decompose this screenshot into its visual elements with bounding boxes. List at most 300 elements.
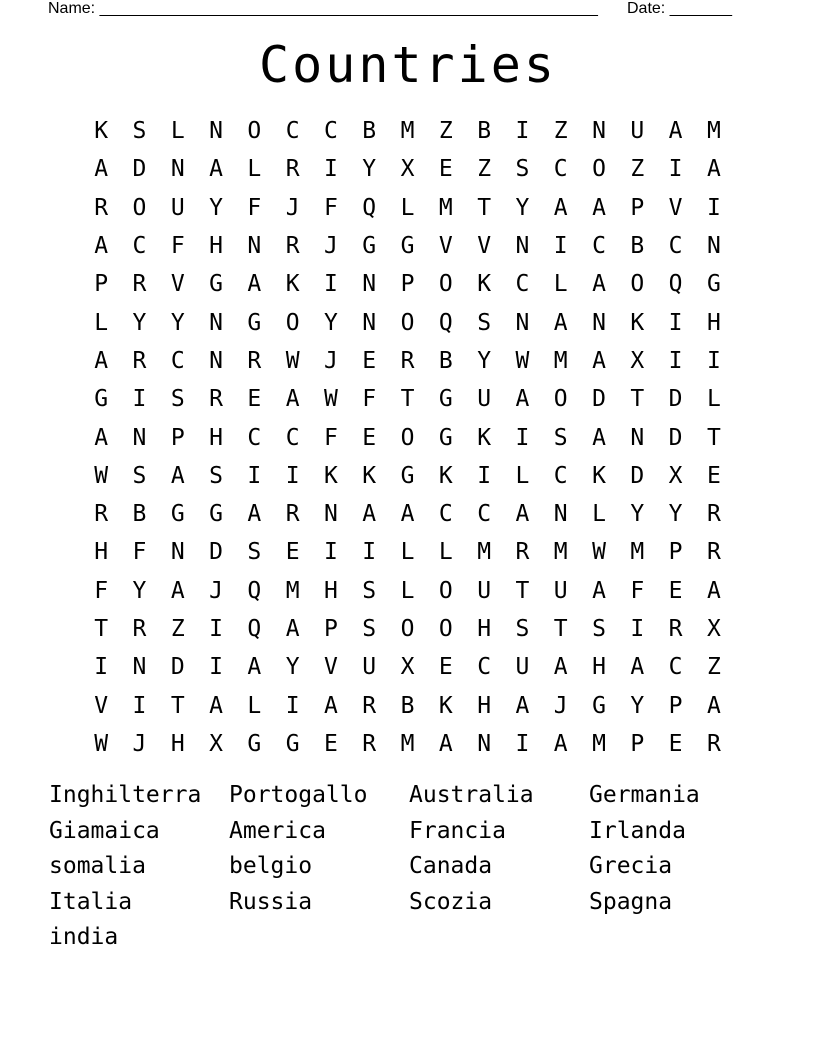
grid-letter: U xyxy=(630,118,645,145)
word-list-item: Francia xyxy=(409,817,506,844)
grid-letter: H xyxy=(477,692,492,719)
grid-letter: R xyxy=(285,501,300,528)
grid-letter: O xyxy=(438,616,453,642)
grid-letter: J xyxy=(553,692,568,719)
grid-letter: G xyxy=(247,309,262,336)
grid-letter: M xyxy=(400,730,415,757)
grid-letter: S xyxy=(132,462,147,489)
grid-letter: Q xyxy=(247,577,262,604)
grid-letter: Q xyxy=(438,309,453,336)
grid-letter: Y xyxy=(477,347,492,374)
grid-letter: N xyxy=(706,233,721,260)
grid-letter: N xyxy=(170,156,185,183)
grid-letter: D xyxy=(209,539,223,566)
grid-letter: F xyxy=(324,194,338,221)
grid-letter: G xyxy=(592,692,606,719)
grid-letter: K xyxy=(94,118,109,145)
grid-letter: N xyxy=(132,654,147,681)
grid-letter: A xyxy=(247,654,262,681)
grid-letter: S xyxy=(515,156,530,183)
word-list-item: somalia xyxy=(49,853,146,879)
grid-letter: K xyxy=(438,692,453,719)
grid-letter: G xyxy=(94,386,109,413)
grid-letter: O xyxy=(285,309,300,336)
grid-letter: H xyxy=(477,616,492,642)
grid-letter: I xyxy=(362,539,377,566)
grid-letter: T xyxy=(400,386,415,413)
grid-letter: G xyxy=(209,501,223,528)
grid-letter: I xyxy=(324,271,338,298)
grid-letter: R xyxy=(668,616,683,642)
grid-letter: L xyxy=(515,462,530,489)
grid-letter: M xyxy=(553,539,568,566)
grid-letter: D xyxy=(668,424,683,451)
grid-letter: K xyxy=(285,271,300,298)
grid-letter: E xyxy=(362,347,377,374)
grid-letter: L xyxy=(170,118,185,145)
grid-letter: A xyxy=(553,194,568,221)
grid-letter: X xyxy=(209,730,223,757)
grid-letter: S xyxy=(362,616,377,642)
grid-letter: A xyxy=(630,654,645,681)
grid-letter: A xyxy=(400,501,415,528)
grid-letter: J xyxy=(324,233,338,260)
grid-letter: P xyxy=(170,424,185,451)
grid-letter: S xyxy=(247,539,262,566)
grid-letter: X xyxy=(400,156,415,183)
grid-letter: F xyxy=(630,577,645,604)
grid-letter: R xyxy=(132,616,147,642)
grid-letter: A xyxy=(209,156,223,183)
grid-letter: F xyxy=(324,424,338,451)
grid-letter: A xyxy=(94,347,109,374)
grid-letter: Q xyxy=(247,616,262,642)
grid-letter: C xyxy=(668,654,683,681)
grid-letter: T xyxy=(94,616,109,642)
grid-letter: X xyxy=(706,616,721,642)
grid-letter: A xyxy=(592,347,606,374)
grid-letter: S xyxy=(592,616,606,642)
grid-letter: A xyxy=(324,692,338,719)
date-field-line: Date: _______ xyxy=(627,0,732,17)
grid-letter: Z xyxy=(477,156,492,183)
grid-letter: A xyxy=(592,577,606,604)
grid-letter: G xyxy=(170,501,185,528)
grid-letter: Z xyxy=(706,654,721,681)
grid-letter: W xyxy=(94,730,109,757)
grid-letter: S xyxy=(132,118,147,145)
grid-letter: B xyxy=(362,118,377,145)
grid-letter: A xyxy=(94,424,109,451)
grid-letter: X xyxy=(400,654,415,681)
grid-letter: A xyxy=(285,616,300,642)
grid-letter: E xyxy=(324,730,338,757)
grid-letter: H xyxy=(324,577,338,604)
grid-letter: A xyxy=(515,692,530,719)
grid-letter: J xyxy=(285,194,300,221)
grid-letter: R xyxy=(132,347,147,374)
grid-letter: F xyxy=(362,386,377,413)
grid-letter: T xyxy=(706,424,721,451)
grid-letter: N xyxy=(324,501,338,528)
grid-letter: A xyxy=(706,156,721,183)
grid-letter: G xyxy=(706,271,721,298)
grid-letter: S xyxy=(170,386,185,413)
grid-letter: G xyxy=(285,730,300,757)
grid-letter: A xyxy=(285,386,300,413)
grid-letter: R xyxy=(706,730,721,757)
grid-letter: M xyxy=(477,539,492,566)
grid-letter: T xyxy=(170,692,185,719)
grid-letter: C xyxy=(438,501,453,528)
grid-letter: C xyxy=(324,118,338,145)
grid-letter: I xyxy=(247,462,262,489)
grid-letter: E xyxy=(362,424,377,451)
grid-letter: I xyxy=(209,616,223,642)
grid-letter: I xyxy=(132,386,147,413)
grid-letter: F xyxy=(94,577,109,604)
grid-letter: I xyxy=(706,347,721,374)
grid-letter: N xyxy=(132,424,147,451)
grid-letter: O xyxy=(438,577,453,604)
grid-letter: B xyxy=(630,233,645,260)
grid-letter: P xyxy=(630,194,645,221)
grid-letter: L xyxy=(400,577,415,604)
grid-letter: Y xyxy=(132,577,147,604)
grid-letter: P xyxy=(630,730,645,757)
grid-letter: I xyxy=(515,730,530,757)
grid-letter: I xyxy=(132,692,147,719)
grid-letter: B xyxy=(438,347,453,374)
grid-letter: W xyxy=(94,462,109,489)
grid-letter: R xyxy=(706,501,721,528)
grid-letter: F xyxy=(170,233,185,260)
grid-letter: S xyxy=(209,462,223,489)
grid-letter: V xyxy=(477,233,492,260)
grid-letter: L xyxy=(247,692,262,719)
grid-letter: Y xyxy=(132,309,147,336)
grid-letter: R xyxy=(706,539,721,566)
grid-letter: L xyxy=(94,309,109,336)
word-list-item: Australia xyxy=(409,782,534,808)
grid-letter: A xyxy=(592,194,606,221)
grid-letter: U xyxy=(362,654,377,681)
grid-letter: I xyxy=(324,539,338,566)
grid-letter: G xyxy=(247,730,262,757)
grid-letter: U xyxy=(477,577,492,604)
grid-letter: V xyxy=(324,654,338,681)
grid-letter: B xyxy=(400,692,415,719)
grid-letter: G xyxy=(400,233,415,260)
grid-letter: I xyxy=(285,462,300,489)
grid-letter: E xyxy=(668,577,683,604)
grid-letter: M xyxy=(630,539,645,566)
grid-letter: B xyxy=(132,501,147,528)
grid-letter: T xyxy=(477,194,492,221)
grid-letter: N xyxy=(553,501,568,528)
grid-letter: U xyxy=(477,386,492,413)
grid-letter: I xyxy=(515,424,530,451)
grid-letter: I xyxy=(477,462,492,489)
grid-letter: E xyxy=(668,730,683,757)
grid-letter: V xyxy=(94,692,109,719)
grid-letter: S xyxy=(515,616,530,642)
grid-letter: Q xyxy=(668,271,683,298)
grid-letter: I xyxy=(209,654,223,681)
grid-letter: I xyxy=(706,194,721,221)
grid-letter: U xyxy=(553,577,568,604)
grid-letter: T xyxy=(553,616,568,642)
grid-letter: V xyxy=(668,194,683,221)
grid-letter: Y xyxy=(324,309,338,336)
word-list-item: belgio xyxy=(229,853,313,879)
word-list-item: Giamaica xyxy=(49,817,160,844)
grid-letter: L xyxy=(706,386,721,413)
grid-letter: A xyxy=(94,156,109,183)
word-list-item: Irlanda xyxy=(589,817,686,844)
grid-letter: C xyxy=(668,233,683,260)
grid-letter: M xyxy=(438,194,453,221)
grid-letter: R xyxy=(94,194,109,221)
grid-letter: O xyxy=(438,271,453,298)
grid-letter: D xyxy=(668,386,683,413)
grid-letter: N xyxy=(592,118,606,145)
grid-letter: V xyxy=(170,271,185,298)
grid-letter: A xyxy=(247,501,262,528)
grid-letter: A xyxy=(170,462,185,489)
grid-letter: C xyxy=(285,424,300,451)
grid-letter: I xyxy=(630,616,645,642)
grid-letter: E xyxy=(438,156,453,183)
word-list-item: Scozia xyxy=(409,888,493,915)
grid-letter: A xyxy=(438,730,453,757)
grid-letter: A xyxy=(706,577,721,604)
grid-letter: L xyxy=(553,271,568,298)
grid-letter: C xyxy=(477,654,492,681)
grid-letter: R xyxy=(515,539,530,566)
grid-letter: T xyxy=(630,386,645,413)
grid-letter: I xyxy=(668,156,683,183)
grid-letter: R xyxy=(247,347,262,374)
word-list xyxy=(49,778,769,956)
grid-letter: A xyxy=(592,271,606,298)
grid-letter: Y xyxy=(362,156,377,183)
grid-letter: G xyxy=(438,386,453,413)
grid-letter: A xyxy=(592,424,606,451)
grid-letter: C xyxy=(170,347,185,374)
grid-letter: N xyxy=(362,309,377,336)
grid-letter: O xyxy=(400,309,415,336)
grid-letter: R xyxy=(209,386,223,413)
grid-letter: N xyxy=(592,309,606,336)
grid-letter: A xyxy=(94,233,109,260)
word-list-item: Germania xyxy=(589,782,700,808)
grid-letter: H xyxy=(209,424,223,451)
grid-letter: N xyxy=(209,118,223,145)
word-list-item: Canada xyxy=(409,853,493,879)
grid-letter: G xyxy=(438,424,453,451)
grid-letter: C xyxy=(553,462,568,489)
grid-letter: I xyxy=(668,347,683,374)
grid-letter: N xyxy=(515,309,530,336)
grid-letter: L xyxy=(438,539,453,566)
grid-letter: R xyxy=(400,347,415,374)
grid-letter: Y xyxy=(170,309,185,336)
grid-letter: H xyxy=(706,309,721,336)
grid-letter: J xyxy=(132,730,147,757)
grid-letter: A xyxy=(553,654,568,681)
grid-letter: M xyxy=(706,118,721,145)
grid-letter: M xyxy=(285,577,300,604)
grid-letter: Y xyxy=(209,194,223,221)
grid-letter: G xyxy=(362,233,377,260)
grid-letter: D xyxy=(630,462,645,489)
grid-letter: N xyxy=(247,233,262,260)
grid-letter: A xyxy=(209,692,223,719)
grid-letter: Y xyxy=(515,194,530,221)
grid-letter: Q xyxy=(362,194,377,221)
grid-letter: J xyxy=(324,347,338,374)
grid-letter: I xyxy=(285,692,300,719)
grid-letter: M xyxy=(592,730,606,757)
word-list-item: Inghilterra xyxy=(49,782,202,808)
grid-letter: R xyxy=(285,156,300,183)
grid-letter: Y xyxy=(285,654,300,681)
grid-letter: Z xyxy=(170,616,185,642)
grid-letter: N xyxy=(630,424,645,451)
word-list-item: Italia xyxy=(49,888,133,915)
grid-letter: C xyxy=(477,501,492,528)
grid-letter: R xyxy=(362,692,377,719)
grid-letter: O xyxy=(132,194,147,221)
grid-letter: K xyxy=(362,462,377,489)
grid-letter: C xyxy=(553,156,568,183)
grid-letter: B xyxy=(477,118,492,145)
word-list-item: America xyxy=(229,817,326,844)
grid-letter: U xyxy=(170,194,185,221)
grid-letter: Y xyxy=(630,501,645,528)
grid-letter: C xyxy=(285,118,300,145)
grid-letter: K xyxy=(438,462,453,489)
grid-letter: H xyxy=(592,654,606,681)
grid-letter: W xyxy=(285,347,300,374)
grid-letter: L xyxy=(400,194,415,221)
name-field-line: Name: ________________________________________________________ xyxy=(48,0,598,17)
grid-letter: K xyxy=(477,271,492,298)
grid-letter: A xyxy=(362,501,377,528)
grid-letter: H xyxy=(209,233,223,260)
grid-letter: T xyxy=(515,577,530,604)
grid-letter: G xyxy=(209,271,223,298)
grid-letter: Z xyxy=(630,156,645,183)
grid-letter: C xyxy=(592,233,606,260)
grid-letter: S xyxy=(553,424,568,451)
grid-letter: R xyxy=(362,730,377,757)
grid-letter: P xyxy=(324,616,338,642)
grid-letter: D xyxy=(592,386,606,413)
grid-letter: N xyxy=(209,309,223,336)
grid-letter: O xyxy=(400,616,415,642)
grid-letter: N xyxy=(362,271,377,298)
grid-letter: P xyxy=(668,692,683,719)
grid-letter: I xyxy=(553,233,568,260)
grid-letter: R xyxy=(285,233,300,260)
grid-letter: H xyxy=(170,730,185,757)
grid-letter: A xyxy=(553,730,568,757)
word-list-item: india xyxy=(49,924,119,950)
grid-letter: E xyxy=(247,386,262,413)
grid-letter: C xyxy=(515,271,530,298)
grid-letter: P xyxy=(400,271,415,298)
grid-letter: V xyxy=(438,233,453,260)
grid-letter: K xyxy=(592,462,606,489)
grid-letter: A xyxy=(553,309,568,336)
grid-letter: O xyxy=(592,156,606,183)
grid-letter: A xyxy=(706,692,721,719)
grid-letter: W xyxy=(592,539,606,566)
grid-letter: R xyxy=(132,271,147,298)
grid-letter: K xyxy=(477,424,492,451)
grid-letter: N xyxy=(170,539,185,566)
grid-letter: P xyxy=(668,539,683,566)
grid-letter: F xyxy=(132,539,147,566)
grid-letter: O xyxy=(400,424,415,451)
grid-letter: I xyxy=(324,156,338,183)
grid-letter: L xyxy=(592,501,606,528)
grid-letter: I xyxy=(94,654,109,681)
word-list-item: Portogallo xyxy=(229,782,368,808)
word-search-grid xyxy=(82,112,733,763)
page-title: Countries xyxy=(259,36,557,94)
word-list-item: Russia xyxy=(229,888,313,915)
grid-letter: L xyxy=(400,539,415,566)
grid-letter: W xyxy=(324,386,338,413)
grid-letter: E xyxy=(706,462,721,489)
grid-letter: N xyxy=(477,730,492,757)
grid-letter: U xyxy=(515,654,530,681)
grid-letter: S xyxy=(362,577,377,604)
grid-letter: K xyxy=(630,309,645,336)
grid-letter: D xyxy=(170,654,185,681)
grid-letter: R xyxy=(94,501,109,528)
grid-letter: L xyxy=(247,156,262,183)
grid-letter: E xyxy=(438,654,453,681)
grid-letter: Y xyxy=(668,501,683,528)
grid-letter: A xyxy=(668,118,683,145)
grid-letter: K xyxy=(324,462,338,489)
grid-letter: P xyxy=(94,271,109,298)
grid-letter: I xyxy=(515,118,530,145)
grid-letter: H xyxy=(94,539,109,566)
grid-letter: F xyxy=(247,194,262,221)
grid-letter: O xyxy=(553,386,568,413)
grid-letter: M xyxy=(553,347,568,374)
grid-letter: S xyxy=(477,309,492,336)
grid-letter: D xyxy=(132,156,147,183)
grid-letter: Z xyxy=(438,118,453,145)
grid-letter: O xyxy=(247,118,262,145)
grid-letter: X xyxy=(630,347,645,374)
grid-letter: G xyxy=(400,462,415,489)
grid-letter: C xyxy=(132,233,147,260)
grid-letter: Z xyxy=(553,118,568,145)
word-list-item: Grecia xyxy=(589,853,673,879)
grid-letter: A xyxy=(515,501,530,528)
grid-letter: A xyxy=(247,271,262,298)
grid-letter: I xyxy=(668,309,683,336)
grid-letter: A xyxy=(515,386,530,413)
grid-letter: N xyxy=(209,347,223,374)
